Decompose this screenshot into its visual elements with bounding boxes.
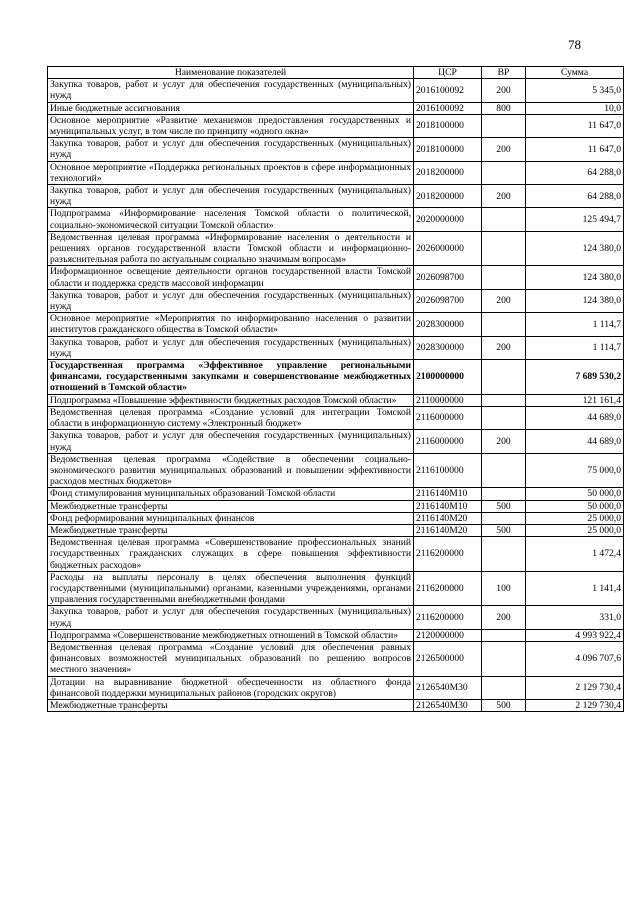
row-sum: 331,0	[526, 606, 624, 629]
row-code: 2116000000	[414, 430, 482, 453]
row-code: 2028300000	[414, 336, 482, 359]
header-sum: Сумма	[526, 67, 624, 79]
row-sum: 4 096 707,6	[526, 641, 624, 676]
row-code: 2116200000	[414, 571, 482, 606]
row-vr	[482, 406, 526, 429]
row-code: 2020000000	[414, 208, 482, 231]
row-sum: 75 000,0	[526, 453, 624, 488]
row-vr	[482, 313, 526, 336]
row-vr	[482, 161, 526, 184]
row-vr	[482, 360, 526, 395]
row-vr: 500	[482, 524, 526, 536]
row-name: Ведомственная целевая программа «Информирование населения о деятельности и решениях органов государственной власти Томской области и информационно-разъяснительная работа по актуальным социально значимым вопросам»	[48, 231, 414, 266]
row-code: 2126540М30	[414, 676, 482, 699]
row-code: 2116100000	[414, 453, 482, 488]
row-vr	[482, 537, 526, 572]
row-code: 2116140М10	[414, 488, 482, 500]
row-code: 2018100000	[414, 114, 482, 137]
row-vr	[482, 629, 526, 641]
row-code: 2026000000	[414, 231, 482, 266]
row-vr	[482, 266, 526, 289]
row-code: 2016100092	[414, 79, 482, 102]
table-row	[48, 114, 624, 137]
row-vr	[482, 488, 526, 500]
table-row	[48, 208, 624, 231]
row-vr: 800	[482, 102, 526, 114]
row-code: 2116200000	[414, 537, 482, 572]
table-row	[48, 571, 624, 606]
row-sum: 121 161,4	[526, 394, 624, 406]
row-name: Закупка товаров, работ и услуг для обеспечения государственных (муниципальных) нужд	[48, 430, 414, 453]
row-code: 2116140М20	[414, 512, 482, 524]
row-vr	[482, 512, 526, 524]
table-row	[48, 537, 624, 572]
table-row	[48, 161, 624, 184]
row-code: 2018200000	[414, 161, 482, 184]
row-vr: 200	[482, 79, 526, 102]
table-row	[48, 676, 624, 699]
row-sum: 1 141,4	[526, 571, 624, 606]
row-code: 2126540М30	[414, 699, 482, 711]
row-name: Информационное освещение деятельности органов государственной власти Томской области и поддержка средств массовой информации	[48, 266, 414, 289]
row-vr	[482, 394, 526, 406]
row-vr: 500	[482, 699, 526, 711]
row-vr: 200	[482, 606, 526, 629]
row-vr: 200	[482, 138, 526, 161]
row-sum: 2 129 730,4	[526, 676, 624, 699]
table-row	[48, 231, 624, 266]
table-row	[48, 266, 624, 289]
budget-table	[47, 66, 624, 712]
row-name: Закупка товаров, работ и услуг для обеспечения государственных (муниципальных) нужд	[48, 138, 414, 161]
row-sum: 11 647,0	[526, 138, 624, 161]
row-code: 2018200000	[414, 185, 482, 208]
table-row	[48, 629, 624, 641]
table-row	[48, 512, 624, 524]
row-sum: 5 345,0	[526, 79, 624, 102]
row-name: Основное мероприятие «Развитие механизмов предоставления государственных и муниципальных услуг, в том числе по принципу «одного окна»	[48, 114, 414, 137]
row-sum: 44 689,0	[526, 430, 624, 453]
table-row	[48, 313, 624, 336]
row-sum: 125 494,7	[526, 208, 624, 231]
table-row	[48, 406, 624, 429]
row-code: 2100000000	[414, 360, 482, 395]
row-name: Подпрограмма «Совершенствование межбюджетных отношений в Томской области»	[48, 629, 414, 641]
row-code: 2018100000	[414, 138, 482, 161]
row-sum: 7 689 530,2	[526, 360, 624, 395]
row-sum: 25 000,0	[526, 524, 624, 536]
row-vr: 100	[482, 571, 526, 606]
row-sum: 1 472,4	[526, 537, 624, 572]
row-name: Закупка товаров, работ и услуг для обеспечения государственных (муниципальных) нужд	[48, 289, 414, 312]
table-row	[48, 336, 624, 359]
row-name: Расходы на выплаты персоналу в целях обеспечения выполнения функций государственными (муниципальными) органами, казенными учреждениями, органами управления государственными внебюджетными фондами	[48, 571, 414, 606]
header-vr: ВР	[482, 67, 526, 79]
table-row	[48, 289, 624, 312]
row-code: 2028300000	[414, 313, 482, 336]
row-name: Основное мероприятие «Поддержка региональных проектов в сфере информационных технологий»	[48, 161, 414, 184]
row-vr: 200	[482, 185, 526, 208]
row-name: Ведомственная целевая программа «Создание условий для обеспечения равных финансовых возможностей муниципальных образований по решению вопросов местного значения»	[48, 641, 414, 676]
row-name: Фонд реформирования муниципальных финансов	[48, 512, 414, 524]
row-sum: 50 000,0	[526, 488, 624, 500]
row-sum: 124 380,0	[526, 289, 624, 312]
row-name: Государственная программа «Эффективное управление региональными финансами, государственными закупками и совершенствование межбюджетных отношений в Томской области»	[48, 360, 414, 395]
row-name: Ведомственная целевая программа «Содействие в обеспечении социально-экономического развития муниципальных образований и повышении эффективности расходов местных бюджетов»	[48, 453, 414, 488]
page-number: 78	[568, 37, 581, 52]
row-sum: 11 647,0	[526, 114, 624, 137]
row-sum: 64 288,0	[526, 185, 624, 208]
table-row	[48, 488, 624, 500]
row-vr	[482, 453, 526, 488]
table-row	[48, 138, 624, 161]
row-code: 2110000000	[414, 394, 482, 406]
table-row	[48, 430, 624, 453]
row-sum: 1 114,7	[526, 313, 624, 336]
row-code: 2016100092	[414, 102, 482, 114]
row-vr: 200	[482, 430, 526, 453]
row-sum: 2 129 730,4	[526, 699, 624, 711]
row-sum: 4 993 922,4	[526, 629, 624, 641]
table-row	[48, 360, 624, 395]
row-name: Закупка товаров, работ и услуг для обеспечения государственных (муниципальных) нужд	[48, 79, 414, 102]
row-code: 2126500000	[414, 641, 482, 676]
row-name: Закупка товаров, работ и услуг для обеспечения государственных (муниципальных) нужд	[48, 336, 414, 359]
row-name: Основное мероприятие «Мероприятия по информированию населения о развитии институтов гражданского общества в Томской области»	[48, 313, 414, 336]
row-sum: 64 288,0	[526, 161, 624, 184]
row-name: Ведомственная целевая программа «Создание условий для интеграции Томской области в информационную систему «Электронный бюджет»	[48, 406, 414, 429]
row-code: 2026098700	[414, 266, 482, 289]
row-code: 2026098700	[414, 289, 482, 312]
row-name: Закупка товаров, работ и услуг для обеспечения государственных (муниципальных) нужд	[48, 606, 414, 629]
row-code: 2116200000	[414, 606, 482, 629]
row-code: 2116000000	[414, 406, 482, 429]
row-sum: 50 000,0	[526, 500, 624, 512]
header-code: ЦСР	[414, 67, 482, 79]
row-vr: 200	[482, 336, 526, 359]
row-sum: 44 689,0	[526, 406, 624, 429]
table-row	[48, 102, 624, 114]
table-row	[48, 524, 624, 536]
row-name: Межбюджетные трансферты	[48, 524, 414, 536]
table-row	[48, 185, 624, 208]
table-row	[48, 453, 624, 488]
row-code: 2116140М20	[414, 524, 482, 536]
table-row	[48, 394, 624, 406]
row-name: Подпрограмма «Информирование населения Томской области о политической, социально-экономической ситуации Томской области»	[48, 208, 414, 231]
row-name: Иные бюджетные ассигнования	[48, 102, 414, 114]
row-code: 2116140М10	[414, 500, 482, 512]
row-sum: 25 000,0	[526, 512, 624, 524]
table-row	[48, 79, 624, 102]
row-name: Межбюджетные трансферты	[48, 699, 414, 711]
table-header-row	[48, 67, 624, 79]
row-name: Подпрограмма «Повышение эффективности бюджетных расходов Томской области»	[48, 394, 414, 406]
row-sum: 124 380,0	[526, 266, 624, 289]
row-vr	[482, 641, 526, 676]
row-name: Ведомственная целевая программа «Совершенствование профессиональных знаний государственных гражданских служащих в сфере повышения эффективности бюджетных расходов»	[48, 537, 414, 572]
row-vr: 200	[482, 289, 526, 312]
row-code: 2120000000	[414, 629, 482, 641]
row-vr	[482, 231, 526, 266]
table-row	[48, 699, 624, 711]
table-row	[48, 641, 624, 676]
row-sum: 10,0	[526, 102, 624, 114]
row-vr: 500	[482, 500, 526, 512]
table-row	[48, 606, 624, 629]
row-name: Межбюджетные трансферты	[48, 500, 414, 512]
row-name: Дотации на выравнивание бюджетной обеспеченности из областного фонда финансовой поддержки муниципальных районов (городских округов)	[48, 676, 414, 699]
row-name: Закупка товаров, работ и услуг для обеспечения государственных (муниципальных) нужд	[48, 185, 414, 208]
table-row	[48, 500, 624, 512]
row-vr	[482, 676, 526, 699]
row-vr	[482, 114, 526, 137]
row-name: Фонд стимулирования муниципальных образований Томской области	[48, 488, 414, 500]
header-name: Наименование показателей	[48, 67, 414, 79]
row-sum: 1 114,7	[526, 336, 624, 359]
row-sum: 124 380,0	[526, 231, 624, 266]
row-vr	[482, 208, 526, 231]
